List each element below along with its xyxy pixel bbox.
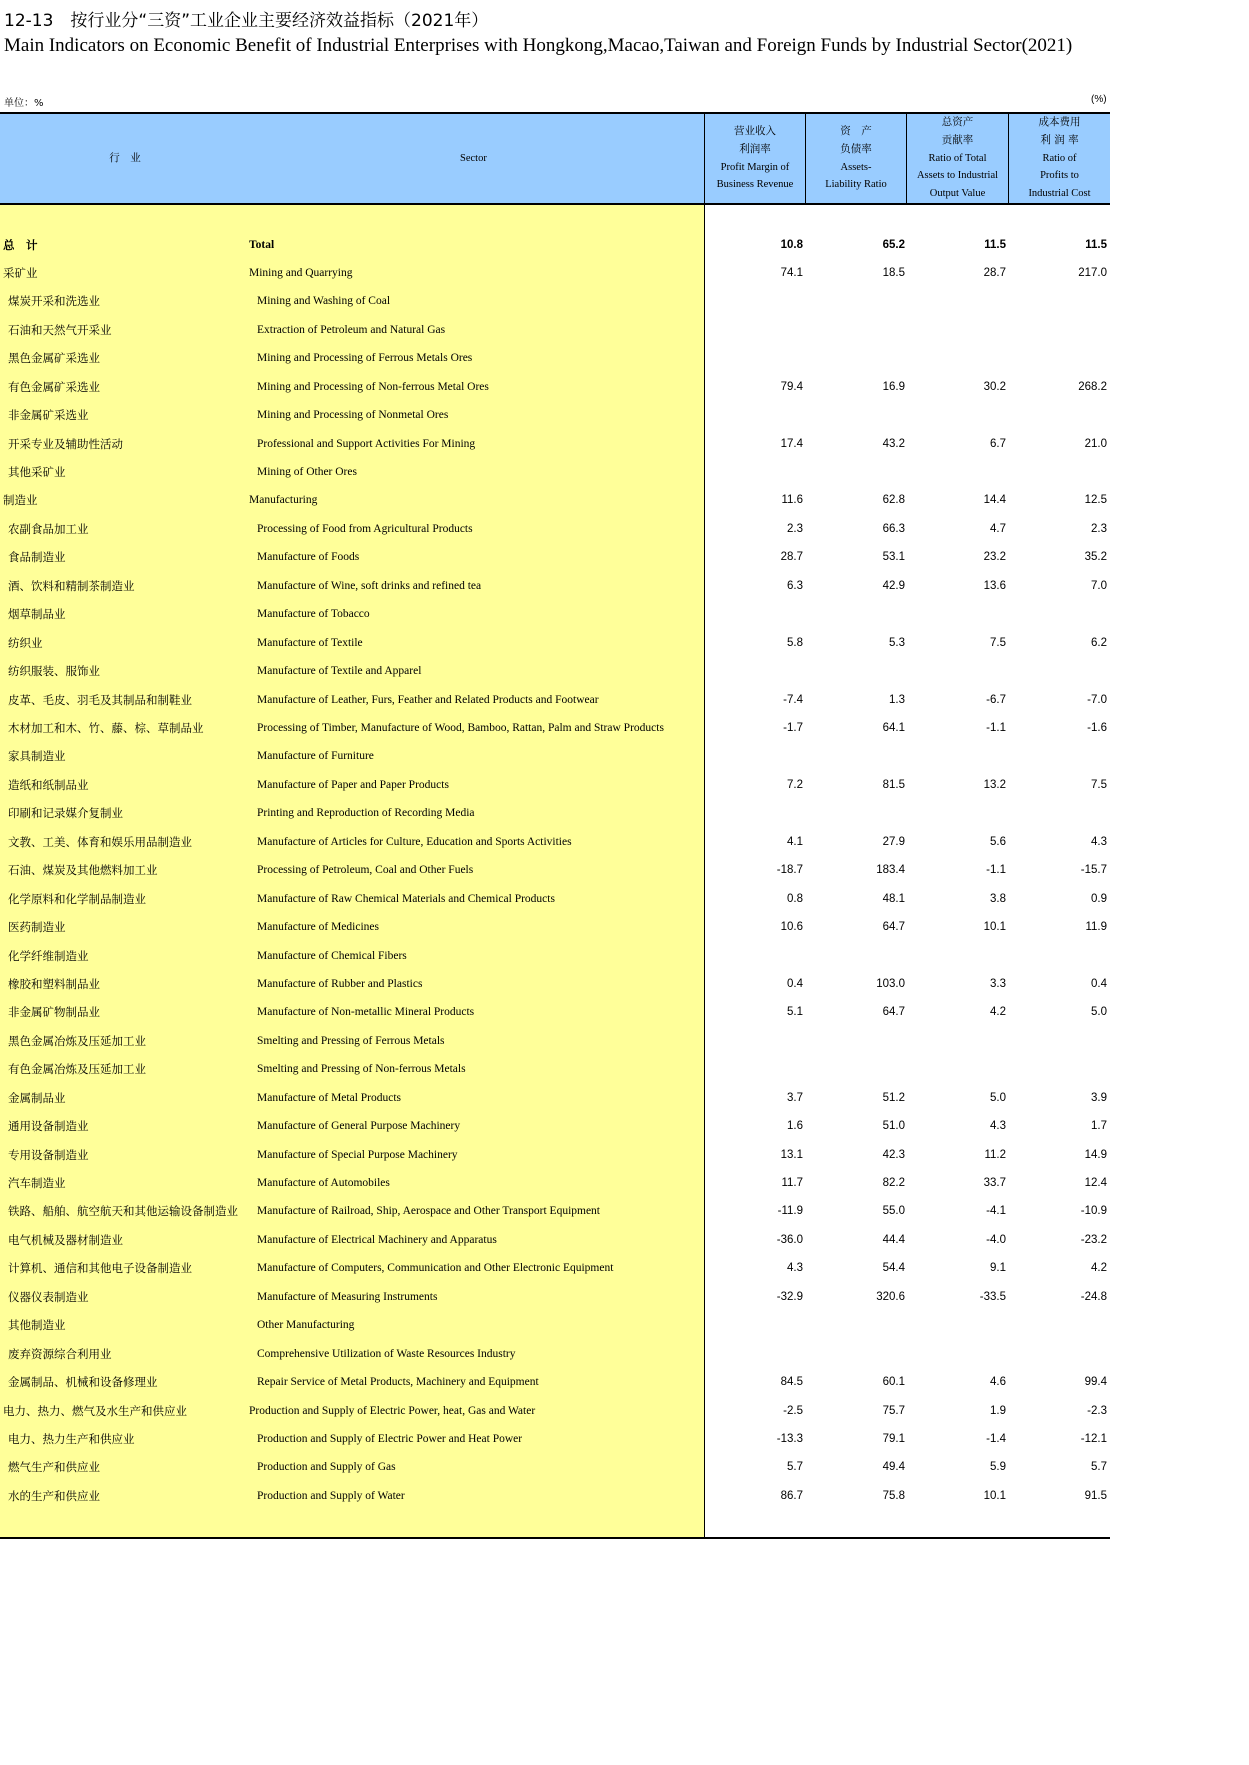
row-value: 11.2 <box>984 1148 1006 1161</box>
header-column-text <box>825 123 887 194</box>
row-sector-cn: 金属制品、机械和设备修理业 <box>8 1375 158 1390</box>
row-sector-en: Smelting and Pressing of Non-ferrous Metals <box>257 1063 466 1076</box>
row-sector-en: Processing of Food from Agricultural Products <box>257 522 473 535</box>
row-value: 51.0 <box>882 1120 905 1133</box>
header-line-en: Liability Ratio <box>825 179 887 191</box>
row-value: 103.0 <box>876 977 905 990</box>
table-row <box>0 287 1110 315</box>
row-sector-cn: 烟草制品业 <box>8 607 66 622</box>
table-row <box>0 856 1110 884</box>
row-sector-cn: 开采专业及辅助性活动 <box>8 436 123 451</box>
row-value: 18.5 <box>882 266 905 279</box>
table-row <box>0 1027 1110 1055</box>
row-value: 5.0 <box>1091 1006 1107 1019</box>
row-sector-en: Mining and Processing of Non-ferrous Metal Ores <box>257 380 489 393</box>
row-value: 5.6 <box>990 835 1006 848</box>
row-value: 62.8 <box>882 494 905 507</box>
table-row <box>0 828 1110 856</box>
table-row <box>0 970 1110 998</box>
row-sector-cn: 石油、煤炭及其他燃料加工业 <box>8 863 158 878</box>
table-bottom-rule <box>0 1537 1110 1539</box>
row-value: 75.8 <box>882 1489 905 1502</box>
row-value: 65.2 <box>882 238 905 251</box>
row-value: 3.3 <box>990 977 1006 990</box>
row-sector-cn: 燃气生产和供应业 <box>8 1460 100 1475</box>
row-value: 64.1 <box>882 721 905 734</box>
row-sector-en: Manufacture of Computers, Communication and Other Electronic Equipment <box>257 1262 614 1275</box>
row-value: 13.2 <box>983 778 1006 791</box>
row-value: -33.5 <box>979 1290 1006 1303</box>
row-value: 21.0 <box>1084 437 1107 450</box>
table-row <box>0 486 1110 514</box>
row-sector-en: Manufacture of Chemical Fibers <box>257 949 407 962</box>
row-sector-cn: 木材加工和木、竹、藤、棕、草制品业 <box>8 720 204 735</box>
row-value: 11.5 <box>1085 238 1107 251</box>
row-sector-cn: 电力、热力、燃气及水生产和供应业 <box>3 1403 187 1418</box>
table-row <box>0 600 1110 628</box>
row-value: 10.8 <box>780 238 803 251</box>
row-value: 320.6 <box>876 1290 905 1303</box>
row-value: -1.6 <box>1087 721 1107 734</box>
row-sector-en: Manufacturing <box>249 494 318 507</box>
table-row <box>0 1169 1110 1197</box>
row-sector-en: Mining and Processing of Ferrous Metals Ores <box>257 352 473 365</box>
table-row <box>0 543 1110 571</box>
row-value: 6.2 <box>1091 636 1107 649</box>
row-sector-cn: 金属制品业 <box>8 1090 66 1105</box>
row-value: 4.6 <box>990 1376 1006 1389</box>
row-sector-cn: 家具制造业 <box>8 749 66 764</box>
table-row <box>0 686 1110 714</box>
row-value: -18.7 <box>776 864 803 877</box>
row-sector-en: Manufacture of Leather, Furs, Feather and Related Products and Footwear <box>257 693 599 706</box>
row-value: -7.4 <box>783 693 803 706</box>
table-row <box>0 316 1110 344</box>
row-sector-cn: 纺织服装、服饰业 <box>8 664 100 679</box>
header-profit-margin <box>705 114 805 203</box>
table-row <box>0 1311 1110 1339</box>
header-line-cn: 利润率 <box>739 142 771 155</box>
table-row <box>0 572 1110 600</box>
row-value: 86.7 <box>780 1489 803 1502</box>
row-value: 28.7 <box>983 266 1006 279</box>
header-sector-cn: 行 业 <box>109 151 141 164</box>
row-sector-en: Printing and Reproduction of Recording Media <box>257 807 475 820</box>
header-line-en: Industrial Cost <box>1028 188 1091 200</box>
row-value: 4.2 <box>1091 1262 1107 1275</box>
row-value: 5.7 <box>787 1461 803 1474</box>
header-line-en: Ratio of <box>1042 152 1077 164</box>
row-sector-en: Manufacture of Articles for Culture, Education and Sports Activities <box>257 835 572 848</box>
table-row <box>0 1226 1110 1254</box>
row-sector-cn: 其他采矿业 <box>8 465 66 480</box>
header-profit-cost-ratio <box>1009 114 1110 203</box>
row-value: 51.2 <box>882 1091 905 1104</box>
row-value: 23.2 <box>983 551 1006 564</box>
row-sector-cn: 医药制造业 <box>8 920 66 935</box>
row-value: 75.7 <box>882 1404 905 1417</box>
table-row <box>0 259 1110 287</box>
table-row <box>0 458 1110 486</box>
table-row <box>0 344 1110 372</box>
row-sector-cn: 总 计 <box>3 237 38 252</box>
row-value: 60.1 <box>882 1376 905 1389</box>
row-value: -1.1 <box>986 721 1006 734</box>
row-value: 0.8 <box>787 892 803 905</box>
header-line-en: Output Value <box>929 188 986 200</box>
row-sector-cn: 酒、饮料和精制茶制造业 <box>8 578 135 593</box>
row-value: -32.9 <box>776 1290 803 1303</box>
header-asset-liability <box>806 114 906 203</box>
row-value: 1.6 <box>787 1120 803 1133</box>
row-value: 7.0 <box>1091 579 1107 592</box>
row-sector-cn: 非金属矿物制品业 <box>8 1005 100 1020</box>
row-sector-en: Manufacture of Wine, soft drinks and refined tea <box>257 579 482 592</box>
table-row <box>0 1112 1110 1140</box>
header-line-en: Ratio of Total <box>928 152 987 164</box>
unit-label: 单位：% <box>4 98 44 109</box>
row-value: 0.4 <box>787 977 803 990</box>
row-value: -15.7 <box>1080 864 1107 877</box>
row-value: 11.6 <box>781 494 803 507</box>
row-value: 5.1 <box>787 1006 803 1019</box>
row-value: 16.9 <box>882 380 905 393</box>
row-value: -1.1 <box>986 864 1006 877</box>
page-title-en: Main Indicators on Economic Benefit of Industrial Enterprises with Hongkong,Macao,Taiwan and Foreign Funds by Industrial Sector(2021) <box>4 35 1073 56</box>
row-value: 1.9 <box>990 1404 1006 1417</box>
row-value: 79.1 <box>882 1432 905 1445</box>
table-row <box>0 401 1110 429</box>
row-sector-cn: 非金属矿采选业 <box>8 408 89 423</box>
table-row <box>0 913 1110 941</box>
row-value: 11.7 <box>781 1177 803 1190</box>
header-column-text <box>1028 114 1090 203</box>
row-value: 2.3 <box>1091 522 1107 535</box>
row-sector-cn: 化学纤维制造业 <box>8 948 89 963</box>
header-line-en: Assets to Industrial <box>916 170 999 182</box>
row-value: 14.9 <box>1084 1148 1107 1161</box>
row-value: 30.2 <box>983 380 1006 393</box>
row-sector-en: Manufacture of Raw Chemical Materials and Chemical Products <box>257 892 555 905</box>
table-row <box>0 942 1110 970</box>
row-sector-cn: 文教、工美、体育和娱乐用品制造业 <box>8 834 192 849</box>
row-value: 17.4 <box>780 437 803 450</box>
row-sector-en: Mining and Washing of Coal <box>257 295 391 308</box>
row-sector-en: Processing of Timber, Manufacture of Wood, Bamboo, Rattan, Palm and Straw Products <box>257 721 664 734</box>
row-value: 74.1 <box>780 266 803 279</box>
row-value: -11.9 <box>777 1205 803 1218</box>
row-sector-cn: 电力、热力生产和供应业 <box>8 1431 135 1446</box>
row-sector-en: Manufacture of Measuring Instruments <box>257 1290 438 1303</box>
row-value: 43.2 <box>882 437 905 450</box>
row-value: 7.2 <box>787 778 803 791</box>
row-value: 33.7 <box>983 1177 1006 1190</box>
row-sector-en: Smelting and Pressing of Ferrous Metals <box>257 1034 445 1047</box>
row-sector-en: Other Manufacturing <box>257 1319 355 1332</box>
header-line-en: Profit Margin of <box>720 161 790 173</box>
row-value: 13.6 <box>983 579 1006 592</box>
row-value: 55.0 <box>882 1205 905 1218</box>
row-value: 5.8 <box>787 636 803 649</box>
row-value: -4.1 <box>986 1205 1006 1218</box>
table-row <box>0 657 1110 685</box>
row-value: 66.3 <box>882 522 905 535</box>
row-sector-en: Manufacture of Paper and Paper Products <box>257 778 449 791</box>
header-top-rule <box>0 112 1110 114</box>
row-value: 10.1 <box>983 921 1006 934</box>
row-sector-en: Manufacture of Electrical Machinery and Apparatus <box>257 1233 497 1246</box>
row-value: 1.3 <box>889 693 905 706</box>
header-line-cn: 资 产 <box>840 124 872 137</box>
row-value: -1.4 <box>986 1432 1006 1445</box>
row-sector-cn: 印刷和记录媒介复制业 <box>8 806 123 821</box>
table-row <box>0 231 1110 259</box>
row-value: 1.7 <box>1091 1120 1107 1133</box>
row-sector-en: Comprehensive Utilization of Waste Resources Industry <box>257 1347 516 1360</box>
row-value: -2.5 <box>783 1404 803 1417</box>
row-value: 5.9 <box>990 1461 1006 1474</box>
row-sector-cn: 农副食品加工业 <box>8 521 89 536</box>
row-value: -36.0 <box>776 1233 803 1246</box>
table-row <box>0 1283 1110 1311</box>
row-sector-cn: 铁路、船舶、航空航天和其他运输设备制造业 <box>8 1204 238 1219</box>
row-sector-en: Manufacture of Textile <box>257 636 363 649</box>
table-row <box>0 629 1110 657</box>
header-divider-1 <box>805 114 806 203</box>
row-value: -12.1 <box>1080 1432 1107 1445</box>
row-sector-cn: 采矿业 <box>3 265 38 280</box>
header-bottom-rule <box>0 203 1110 205</box>
row-sector-en: Manufacture of Medicines <box>257 921 379 934</box>
row-value: -10.9 <box>1080 1205 1107 1218</box>
table-row <box>0 1482 1110 1510</box>
row-value: 5.0 <box>990 1091 1006 1104</box>
header-column-text <box>717 123 794 194</box>
row-sector-cn: 制造业 <box>3 493 38 508</box>
row-sector-cn: 食品制造业 <box>8 550 66 565</box>
row-value: 11.5 <box>984 238 1006 251</box>
row-value: 9.1 <box>990 1262 1006 1275</box>
header-column-text <box>917 114 998 203</box>
row-value: 4.3 <box>787 1262 803 1275</box>
row-value: 4.1 <box>787 835 803 848</box>
table-row <box>0 515 1110 543</box>
table-row <box>0 1254 1110 1282</box>
row-value: 4.7 <box>990 522 1006 535</box>
row-value: -4.0 <box>986 1233 1006 1246</box>
header-line-en: Profits to <box>1040 170 1079 182</box>
row-sector-cn: 皮革、毛皮、羽毛及其制品和制鞋业 <box>8 692 192 707</box>
row-value: 7.5 <box>990 636 1006 649</box>
row-value: 10.1 <box>983 1489 1006 1502</box>
row-sector-cn: 专用设备制造业 <box>8 1147 89 1162</box>
row-value: 53.1 <box>882 551 905 564</box>
row-sector-cn: 汽车制造业 <box>8 1176 66 1191</box>
row-value: 0.9 <box>1091 892 1107 905</box>
row-value: 4.2 <box>990 1006 1006 1019</box>
row-sector-cn: 纺织业 <box>8 635 43 650</box>
row-sector-cn: 化学原料和化学制品制造业 <box>8 891 146 906</box>
row-value: 14.4 <box>983 494 1006 507</box>
row-value: 49.4 <box>882 1461 905 1474</box>
row-sector-en: Manufacture of Tobacco <box>257 608 370 621</box>
header-line-cn: 负债率 <box>840 142 872 155</box>
header-line-cn: 营业收入 <box>733 124 776 137</box>
row-value: 35.2 <box>1084 551 1107 564</box>
row-value: 4.3 <box>1091 835 1107 848</box>
row-value: 91.5 <box>1084 1489 1107 1502</box>
row-value: 64.7 <box>882 1006 905 1019</box>
row-sector-cn: 造纸和纸制品业 <box>8 777 89 792</box>
row-sector-en: Production and Supply of Water <box>257 1489 405 1502</box>
row-sector-en: Manufacture of Furniture <box>257 750 374 763</box>
row-value: 13.1 <box>780 1148 803 1161</box>
row-sector-en: Manufacture of Automobiles <box>257 1177 390 1190</box>
row-value: 6.7 <box>990 437 1006 450</box>
row-sector-cn: 石油和天然气开采业 <box>8 322 112 337</box>
row-value: -13.3 <box>776 1432 803 1445</box>
header-sector-en: Sector <box>460 152 487 164</box>
row-value: 7.5 <box>1091 778 1107 791</box>
row-sector-en: Mining and Processing of Nonmetal Ores <box>257 409 449 422</box>
header-line-en: Business Revenue <box>716 179 794 191</box>
row-value: 217.0 <box>1078 266 1107 279</box>
row-sector-en: Manufacture of Foods <box>257 551 360 564</box>
row-sector-en: Total <box>249 238 275 251</box>
row-value: 42.9 <box>882 579 905 592</box>
table-row <box>0 1453 1110 1481</box>
row-value: 6.3 <box>787 579 803 592</box>
header-total-assets-ratio <box>907 114 1008 203</box>
header-line-cn: 利 润 率 <box>1040 133 1079 146</box>
row-value: 84.5 <box>780 1376 803 1389</box>
row-sector-en: Manufacture of Non-metallic Mineral Products <box>257 1006 475 1019</box>
header-line-cn: 贡献率 <box>941 133 974 146</box>
table-row <box>0 714 1110 742</box>
row-sector-en: Mining and Quarrying <box>249 266 353 279</box>
row-value: -7.0 <box>1087 693 1107 706</box>
row-value: 183.4 <box>876 864 905 877</box>
row-value: 81.5 <box>882 778 905 791</box>
row-value: 5.7 <box>1091 1461 1107 1474</box>
row-value: 4.3 <box>990 1120 1006 1133</box>
row-value: 12.4 <box>1084 1177 1107 1190</box>
row-value: 10.6 <box>780 921 803 934</box>
row-value: 3.8 <box>990 892 1006 905</box>
row-sector-cn: 橡胶和塑料制品业 <box>8 976 100 991</box>
row-value: 27.9 <box>882 835 905 848</box>
row-sector-en: Production and Supply of Electric Power and Heat Power <box>257 1432 523 1445</box>
row-sector-en: Processing of Petroleum, Coal and Other Fuels <box>257 864 474 877</box>
row-sector-en: Production and Supply of Electric Power, heat, Gas and Water <box>249 1404 536 1417</box>
row-value: 3.7 <box>787 1091 803 1104</box>
row-sector-cn: 废弃资源综合利用业 <box>8 1346 112 1361</box>
row-sector-en: Repair Service of Metal Products, Machinery and Equipment <box>257 1376 539 1389</box>
table-row <box>0 771 1110 799</box>
row-value: 48.1 <box>882 892 905 905</box>
row-sector-cn: 有色金属矿采选业 <box>8 379 100 394</box>
row-sector-cn: 仪器仪表制造业 <box>8 1289 89 1304</box>
row-value: 64.7 <box>882 921 905 934</box>
row-sector-cn: 煤炭开采和洗选业 <box>8 294 100 309</box>
row-sector-cn: 通用设备制造业 <box>8 1119 89 1134</box>
row-value: 44.4 <box>882 1233 905 1246</box>
header-divider-2 <box>906 114 907 203</box>
row-value: 2.3 <box>787 522 803 535</box>
row-sector-cn: 水的生产和供应业 <box>8 1488 100 1503</box>
row-sector-cn: 其他制造业 <box>8 1318 66 1333</box>
row-value: -23.2 <box>1080 1233 1107 1246</box>
row-value: 79.4 <box>780 380 803 393</box>
row-sector-cn: 有色金属冶炼及压延加工业 <box>8 1062 146 1077</box>
row-value: 54.4 <box>882 1262 905 1275</box>
row-sector-en: Manufacture of Metal Products <box>257 1091 402 1104</box>
header-line-en: Assets- <box>840 161 872 173</box>
row-sector-cn: 电气机械及器材制造业 <box>8 1232 123 1247</box>
row-sector-en: Extraction of Petroleum and Natural Gas <box>257 323 446 336</box>
table-row <box>0 885 1110 913</box>
row-value: 12.5 <box>1084 494 1107 507</box>
row-sector-cn: 计算机、通信和其他电子设备制造业 <box>8 1261 192 1276</box>
row-value: -1.7 <box>783 721 803 734</box>
row-value: 5.3 <box>889 636 905 649</box>
row-sector-en: Manufacture of Special Purpose Machinery <box>257 1148 458 1161</box>
table-row <box>0 742 1110 770</box>
table-row <box>0 1141 1110 1169</box>
header-divider-3 <box>1008 114 1009 203</box>
unit-label-right: (%) <box>1091 94 1107 105</box>
header-line-cn: 总资产 <box>941 116 974 128</box>
row-value: -2.3 <box>1087 1404 1107 1417</box>
row-value: 3.9 <box>1091 1091 1107 1104</box>
table-row <box>0 373 1110 401</box>
row-sector-en: Manufacture of General Purpose Machinery <box>257 1120 461 1133</box>
table-row <box>0 1084 1110 1112</box>
page-title-cn: 12-13 按行业分“三资”工业企业主要经济效益指标（2021年） <box>4 11 489 31</box>
table-row <box>0 998 1110 1026</box>
row-value: 28.7 <box>780 551 803 564</box>
row-value: 268.2 <box>1078 380 1107 393</box>
table-row <box>0 1055 1110 1083</box>
row-sector-en: Manufacture of Textile and Apparel <box>257 665 422 678</box>
row-sector-en: Professional and Support Activities For Mining <box>257 437 476 450</box>
table-row <box>0 1368 1110 1396</box>
row-value: 99.4 <box>1084 1376 1107 1389</box>
row-value: 11.9 <box>1085 921 1107 934</box>
table-row <box>0 1340 1110 1368</box>
row-sector-en: Manufacture of Railroad, Ship, Aerospace and Other Transport Equipment <box>257 1205 601 1218</box>
row-sector-en: Manufacture of Rubber and Plastics <box>257 977 423 990</box>
table-row <box>0 430 1110 458</box>
row-value: 82.2 <box>882 1177 905 1190</box>
row-sector-en: Production and Supply of Gas <box>257 1461 396 1474</box>
row-value: -6.7 <box>986 693 1006 706</box>
table-row <box>0 1425 1110 1453</box>
header-line-cn: 成本费用 <box>1038 116 1081 128</box>
row-sector-cn: 黑色金属冶炼及压延加工业 <box>8 1033 146 1048</box>
row-value: 0.4 <box>1091 977 1107 990</box>
row-value: 42.3 <box>882 1148 905 1161</box>
table-row <box>0 799 1110 827</box>
table-row <box>0 1397 1110 1425</box>
table-row <box>0 1197 1110 1225</box>
row-sector-cn: 黑色金属矿采选业 <box>8 351 100 366</box>
row-sector-en: Mining of Other Ores <box>257 466 357 479</box>
row-value: -24.8 <box>1080 1290 1107 1303</box>
